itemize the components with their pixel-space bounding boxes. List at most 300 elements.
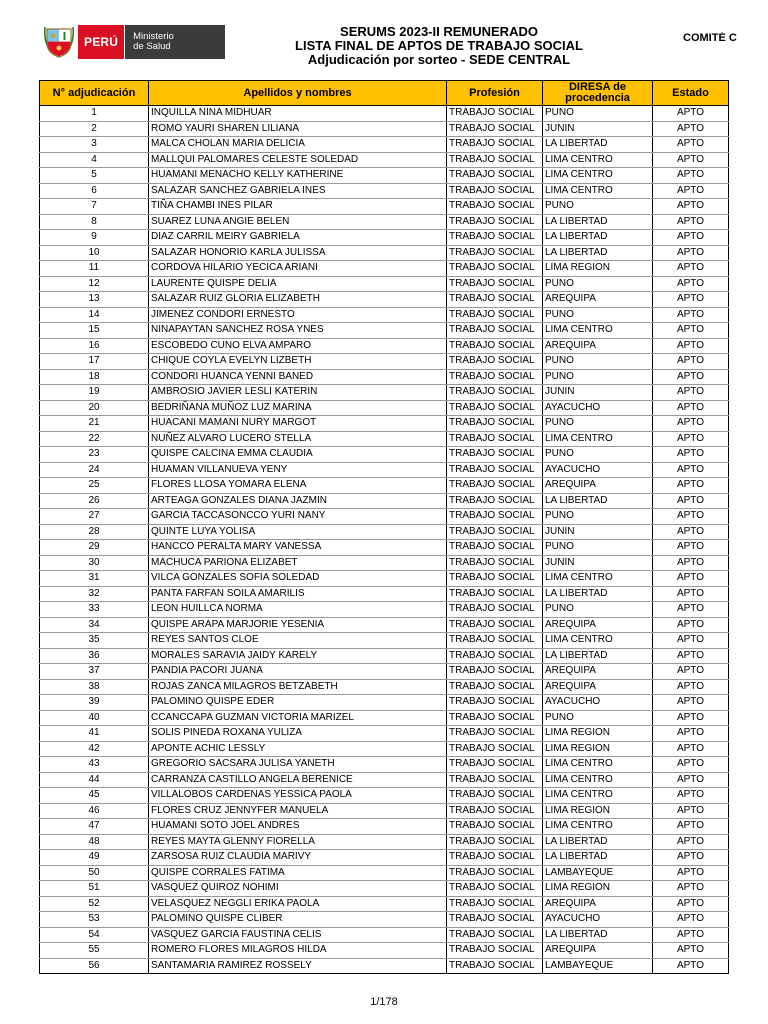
cell-profesion: TRABAJO SOCIAL bbox=[447, 741, 543, 757]
table-row bbox=[40, 338, 729, 354]
cell-nombres: QUISPE CALCINA EMMA CLAUDIA bbox=[149, 447, 447, 463]
table-row bbox=[40, 385, 729, 401]
cell-diresa: JUNIN bbox=[543, 121, 653, 137]
table-row bbox=[40, 912, 729, 928]
cell-nombres: FLORES LLOSA YOMARA ELENA bbox=[149, 478, 447, 494]
cell-nombres: INQUILLA NINA MIDHUAR bbox=[149, 106, 447, 122]
header-corner-label: COMITÉ C bbox=[683, 32, 737, 44]
table-row bbox=[40, 462, 729, 478]
cell-nombres: PANTA FARFAN SOILA AMARILIS bbox=[149, 586, 447, 602]
cell-nombres: PALOMINO QUISPE CLIBER bbox=[149, 912, 447, 928]
peru-coat-of-arms-icon bbox=[44, 25, 74, 59]
cell-estado: APTO bbox=[653, 726, 729, 742]
cell-diresa: LIMA CENTRO bbox=[543, 788, 653, 804]
cell-adjudicacion: 47 bbox=[40, 819, 149, 835]
cell-profesion: TRABAJO SOCIAL bbox=[447, 493, 543, 509]
cell-nombres: REYES SANTOS CLOE bbox=[149, 633, 447, 649]
cell-estado: APTO bbox=[653, 602, 729, 618]
aptos-table bbox=[39, 80, 729, 974]
cell-adjudicacion: 39 bbox=[40, 695, 149, 711]
cell-profesion: TRABAJO SOCIAL bbox=[447, 586, 543, 602]
table-row bbox=[40, 943, 729, 959]
cell-nombres: APONTE ACHIC LESSLY bbox=[149, 741, 447, 757]
cell-adjudicacion: 25 bbox=[40, 478, 149, 494]
cell-diresa: LA LIBERTAD bbox=[543, 850, 653, 866]
cell-diresa: LIMA REGION bbox=[543, 803, 653, 819]
cell-estado: APTO bbox=[653, 865, 729, 881]
cell-adjudicacion: 41 bbox=[40, 726, 149, 742]
cell-adjudicacion: 49 bbox=[40, 850, 149, 866]
cell-nombres: ZARSOSA RUIZ CLAUDIA MARIVY bbox=[149, 850, 447, 866]
cell-profesion: TRABAJO SOCIAL bbox=[447, 834, 543, 850]
table-body bbox=[40, 106, 729, 974]
cell-adjudicacion: 35 bbox=[40, 633, 149, 649]
cell-nombres: CONDORI HUANCA YENNI BANED bbox=[149, 369, 447, 385]
cell-diresa: PUNO bbox=[543, 276, 653, 292]
cell-adjudicacion: 36 bbox=[40, 648, 149, 664]
table-row bbox=[40, 493, 729, 509]
cell-estado: APTO bbox=[653, 679, 729, 695]
cell-nombres: ROMO YAURI SHAREN LILIANA bbox=[149, 121, 447, 137]
cell-profesion: TRABAJO SOCIAL bbox=[447, 354, 543, 370]
cell-profesion: TRABAJO SOCIAL bbox=[447, 199, 543, 215]
cell-estado: APTO bbox=[653, 214, 729, 230]
cell-diresa: PUNO bbox=[543, 354, 653, 370]
cell-diresa: LIMA CENTRO bbox=[543, 633, 653, 649]
cell-estado: APTO bbox=[653, 741, 729, 757]
cell-profesion: TRABAJO SOCIAL bbox=[447, 121, 543, 137]
cell-profesion: TRABAJO SOCIAL bbox=[447, 183, 543, 199]
cell-adjudicacion: 54 bbox=[40, 927, 149, 943]
table-row bbox=[40, 586, 729, 602]
table-row bbox=[40, 106, 729, 122]
cell-profesion: TRABAJO SOCIAL bbox=[447, 400, 543, 416]
cell-estado: APTO bbox=[653, 106, 729, 122]
cell-profesion: TRABAJO SOCIAL bbox=[447, 958, 543, 974]
cell-profesion: TRABAJO SOCIAL bbox=[447, 633, 543, 649]
cell-estado: APTO bbox=[653, 276, 729, 292]
cell-estado: APTO bbox=[653, 943, 729, 959]
cell-estado: APTO bbox=[653, 633, 729, 649]
table-row bbox=[40, 369, 729, 385]
cell-estado: APTO bbox=[653, 927, 729, 943]
cell-profesion: TRABAJO SOCIAL bbox=[447, 369, 543, 385]
cell-nombres: HUAMANI MENACHO KELLY KATHERINE bbox=[149, 168, 447, 184]
cell-nombres: GREGORIO SACSARA JULISA YANETH bbox=[149, 757, 447, 773]
cell-diresa: AREQUIPA bbox=[543, 338, 653, 354]
cell-estado: APTO bbox=[653, 168, 729, 184]
cell-estado: APTO bbox=[653, 183, 729, 199]
cell-nombres: JIMENEZ CONDORI ERNESTO bbox=[149, 307, 447, 323]
cell-profesion: TRABAJO SOCIAL bbox=[447, 245, 543, 261]
cell-estado: APTO bbox=[653, 354, 729, 370]
table-row bbox=[40, 214, 729, 230]
cell-adjudicacion: 21 bbox=[40, 416, 149, 432]
cell-estado: APTO bbox=[653, 509, 729, 525]
cell-profesion: TRABAJO SOCIAL bbox=[447, 323, 543, 339]
table-row bbox=[40, 633, 729, 649]
cell-profesion: TRABAJO SOCIAL bbox=[447, 881, 543, 897]
cell-adjudicacion: 8 bbox=[40, 214, 149, 230]
cell-profesion: TRABAJO SOCIAL bbox=[447, 385, 543, 401]
cell-diresa: PUNO bbox=[543, 602, 653, 618]
cell-nombres: GARCIA TACCASONCCO YURI NANY bbox=[149, 509, 447, 525]
cell-estado: APTO bbox=[653, 369, 729, 385]
cell-estado: APTO bbox=[653, 400, 729, 416]
cell-profesion: TRABAJO SOCIAL bbox=[447, 850, 543, 866]
cell-profesion: TRABAJO SOCIAL bbox=[447, 168, 543, 184]
cell-nombres: MALLQUI PALOMARES CELESTE SOLEDAD bbox=[149, 152, 447, 168]
table-row bbox=[40, 927, 729, 943]
cell-adjudicacion: 38 bbox=[40, 679, 149, 695]
table-row bbox=[40, 958, 729, 974]
cell-adjudicacion: 43 bbox=[40, 757, 149, 773]
cell-nombres: CORDOVA HILARIO YECICA ARIANI bbox=[149, 261, 447, 277]
cell-nombres: SUAREZ LUNA ANGIE BELEN bbox=[149, 214, 447, 230]
cell-adjudicacion: 22 bbox=[40, 431, 149, 447]
cell-nombres: AMBROSIO JAVIER LESLI KATERIN bbox=[149, 385, 447, 401]
cell-diresa: LIMA REGION bbox=[543, 726, 653, 742]
cell-estado: APTO bbox=[653, 478, 729, 494]
cell-adjudicacion: 13 bbox=[40, 292, 149, 308]
cell-adjudicacion: 24 bbox=[40, 462, 149, 478]
table-row bbox=[40, 323, 729, 339]
cell-nombres: SANTAMARIA RAMIREZ ROSSELY bbox=[149, 958, 447, 974]
cell-diresa: LIMA CENTRO bbox=[543, 819, 653, 835]
cell-profesion: TRABAJO SOCIAL bbox=[447, 524, 543, 540]
cell-diresa: AYACUCHO bbox=[543, 695, 653, 711]
cell-adjudicacion: 50 bbox=[40, 865, 149, 881]
cell-estado: APTO bbox=[653, 230, 729, 246]
table-row bbox=[40, 726, 729, 742]
cell-adjudicacion: 9 bbox=[40, 230, 149, 246]
cell-adjudicacion: 19 bbox=[40, 385, 149, 401]
cell-nombres: SALAZAR RUIZ GLORIA ELIZABETH bbox=[149, 292, 447, 308]
cell-estado: APTO bbox=[653, 881, 729, 897]
cell-estado: APTO bbox=[653, 524, 729, 540]
cell-estado: APTO bbox=[653, 664, 729, 680]
cell-profesion: TRABAJO SOCIAL bbox=[447, 695, 543, 711]
cell-adjudicacion: 48 bbox=[40, 834, 149, 850]
cell-diresa: LA LIBERTAD bbox=[543, 137, 653, 153]
cell-adjudicacion: 44 bbox=[40, 772, 149, 788]
cell-diresa: LIMA REGION bbox=[543, 881, 653, 897]
cell-adjudicacion: 23 bbox=[40, 447, 149, 463]
column-header-profesion: Profesión bbox=[447, 81, 543, 106]
table-row bbox=[40, 183, 729, 199]
cell-nombres: REYES MAYTA GLENNY FIORELLA bbox=[149, 834, 447, 850]
table-row bbox=[40, 245, 729, 261]
cell-profesion: TRABAJO SOCIAL bbox=[447, 896, 543, 912]
cell-estado: APTO bbox=[653, 958, 729, 974]
table-row bbox=[40, 555, 729, 571]
cell-estado: APTO bbox=[653, 199, 729, 215]
cell-estado: APTO bbox=[653, 540, 729, 556]
cell-nombres: NINAPAYTAN SANCHEZ ROSA YNES bbox=[149, 323, 447, 339]
cell-diresa: LA LIBERTAD bbox=[543, 648, 653, 664]
cell-estado: APTO bbox=[653, 912, 729, 928]
cell-estado: APTO bbox=[653, 245, 729, 261]
cell-diresa: PUNO bbox=[543, 199, 653, 215]
cell-diresa: LIMA CENTRO bbox=[543, 757, 653, 773]
cell-adjudicacion: 53 bbox=[40, 912, 149, 928]
cell-profesion: TRABAJO SOCIAL bbox=[447, 679, 543, 695]
table-row bbox=[40, 710, 729, 726]
column-header-estado: Estado bbox=[653, 81, 729, 106]
cell-nombres: CHIQUE COYLA EVELYN LIZBETH bbox=[149, 354, 447, 370]
table-row bbox=[40, 772, 729, 788]
table-row bbox=[40, 850, 729, 866]
cell-estado: APTO bbox=[653, 152, 729, 168]
cell-estado: APTO bbox=[653, 586, 729, 602]
cell-nombres: DIAZ CARRIL MEIRY GABRIELA bbox=[149, 230, 447, 246]
table-row bbox=[40, 416, 729, 432]
column-header-adjudicacion: N° adjudicación bbox=[40, 81, 149, 106]
cell-estado: APTO bbox=[653, 757, 729, 773]
cell-adjudicacion: 6 bbox=[40, 183, 149, 199]
cell-estado: APTO bbox=[653, 648, 729, 664]
cell-nombres: VASQUEZ QUIROZ NOHIMI bbox=[149, 881, 447, 897]
table-header-row bbox=[40, 81, 729, 106]
cell-diresa: LAMBAYEQUE bbox=[543, 958, 653, 974]
cell-diresa: AYACUCHO bbox=[543, 462, 653, 478]
cell-profesion: TRABAJO SOCIAL bbox=[447, 230, 543, 246]
cell-estado: APTO bbox=[653, 710, 729, 726]
cell-diresa: LA LIBERTAD bbox=[543, 214, 653, 230]
table-row bbox=[40, 679, 729, 695]
cell-estado: APTO bbox=[653, 803, 729, 819]
cell-adjudicacion: 10 bbox=[40, 245, 149, 261]
cell-estado: APTO bbox=[653, 416, 729, 432]
cell-estado: APTO bbox=[653, 323, 729, 339]
cell-nombres: VILCA GONZALES SOFIA SOLEDAD bbox=[149, 571, 447, 587]
cell-diresa: AREQUIPA bbox=[543, 478, 653, 494]
cell-profesion: TRABAJO SOCIAL bbox=[447, 726, 543, 742]
cell-nombres: BEDRIÑANA MUÑOZ LUZ MARINA bbox=[149, 400, 447, 416]
table-row bbox=[40, 664, 729, 680]
cell-adjudicacion: 29 bbox=[40, 540, 149, 556]
cell-diresa: AREQUIPA bbox=[543, 943, 653, 959]
cell-estado: APTO bbox=[653, 431, 729, 447]
cell-adjudicacion: 31 bbox=[40, 571, 149, 587]
cell-nombres: VASQUEZ GARCIA FAUSTINA CELIS bbox=[149, 927, 447, 943]
cell-profesion: TRABAJO SOCIAL bbox=[447, 106, 543, 122]
cell-diresa: LIMA CENTRO bbox=[543, 772, 653, 788]
cell-profesion: TRABAJO SOCIAL bbox=[447, 292, 543, 308]
cell-diresa: JUNIN bbox=[543, 385, 653, 401]
cell-nombres: SALAZAR SANCHEZ GABRIELA INES bbox=[149, 183, 447, 199]
cell-adjudicacion: 45 bbox=[40, 788, 149, 804]
cell-diresa: LIMA REGION bbox=[543, 741, 653, 757]
cell-estado: APTO bbox=[653, 695, 729, 711]
table-row bbox=[40, 741, 729, 757]
cell-estado: APTO bbox=[653, 447, 729, 463]
cell-diresa: LIMA CENTRO bbox=[543, 152, 653, 168]
table-row bbox=[40, 524, 729, 540]
cell-profesion: TRABAJO SOCIAL bbox=[447, 431, 543, 447]
cell-profesion: TRABAJO SOCIAL bbox=[447, 865, 543, 881]
cell-nombres: PALOMINO QUISPE EDER bbox=[149, 695, 447, 711]
table-row bbox=[40, 788, 729, 804]
cell-diresa: LIMA CENTRO bbox=[543, 183, 653, 199]
cell-profesion: TRABAJO SOCIAL bbox=[447, 788, 543, 804]
cell-profesion: TRABAJO SOCIAL bbox=[447, 571, 543, 587]
cell-adjudicacion: 56 bbox=[40, 958, 149, 974]
table-row bbox=[40, 400, 729, 416]
document-header bbox=[200, 25, 678, 67]
cell-estado: APTO bbox=[653, 493, 729, 509]
table-row bbox=[40, 199, 729, 215]
cell-adjudicacion: 3 bbox=[40, 137, 149, 153]
cell-diresa: LA LIBERTAD bbox=[543, 927, 653, 943]
cell-estado: APTO bbox=[653, 772, 729, 788]
cell-adjudicacion: 15 bbox=[40, 323, 149, 339]
document-subtitle: LISTA FINAL DE APTOS DE TRABAJO SOCIAL bbox=[295, 38, 583, 53]
table-row bbox=[40, 865, 729, 881]
cell-diresa: LAMBAYEQUE bbox=[543, 865, 653, 881]
cell-nombres: ARTEAGA GONZALES DIANA JAZMIN bbox=[149, 493, 447, 509]
column-header-nombres: Apellidos y nombres bbox=[149, 81, 447, 106]
cell-adjudicacion: 37 bbox=[40, 664, 149, 680]
cell-nombres: MACHUCA PARIONA ELIZABET bbox=[149, 555, 447, 571]
cell-profesion: TRABAJO SOCIAL bbox=[447, 943, 543, 959]
cell-adjudicacion: 5 bbox=[40, 168, 149, 184]
cell-nombres: HUAMAN VILLANUEVA YENY bbox=[149, 462, 447, 478]
cell-estado: APTO bbox=[653, 555, 729, 571]
cell-profesion: TRABAJO SOCIAL bbox=[447, 261, 543, 277]
table-row bbox=[40, 834, 729, 850]
cell-profesion: TRABAJO SOCIAL bbox=[447, 927, 543, 943]
cell-profesion: TRABAJO SOCIAL bbox=[447, 338, 543, 354]
cell-adjudicacion: 12 bbox=[40, 276, 149, 292]
cell-diresa: PUNO bbox=[543, 369, 653, 385]
cell-adjudicacion: 11 bbox=[40, 261, 149, 277]
cell-diresa: LA LIBERTAD bbox=[543, 834, 653, 850]
cell-estado: APTO bbox=[653, 850, 729, 866]
cell-nombres: VILLALOBOS CARDENAS YESSICA PAOLA bbox=[149, 788, 447, 804]
cell-adjudicacion: 52 bbox=[40, 896, 149, 912]
table-row bbox=[40, 881, 729, 897]
cell-diresa: AREQUIPA bbox=[543, 292, 653, 308]
cell-adjudicacion: 34 bbox=[40, 617, 149, 633]
cell-estado: APTO bbox=[653, 571, 729, 587]
cell-adjudicacion: 26 bbox=[40, 493, 149, 509]
cell-profesion: TRABAJO SOCIAL bbox=[447, 819, 543, 835]
cell-nombres: SALAZAR HONORIO KARLA JULISSA bbox=[149, 245, 447, 261]
cell-profesion: TRABAJO SOCIAL bbox=[447, 710, 543, 726]
table-row bbox=[40, 819, 729, 835]
cell-diresa: AREQUIPA bbox=[543, 617, 653, 633]
cell-adjudicacion: 33 bbox=[40, 602, 149, 618]
cell-nombres: QUINTE LUYA YOLISA bbox=[149, 524, 447, 540]
cell-diresa: LA LIBERTAD bbox=[543, 586, 653, 602]
table-row bbox=[40, 648, 729, 664]
cell-nombres: MORALES SARAVIA JAIDY KARELY bbox=[149, 648, 447, 664]
cell-estado: APTO bbox=[653, 338, 729, 354]
cell-nombres: CARRANZA CASTILLO ANGELA BERENICE bbox=[149, 772, 447, 788]
cell-nombres: LAURENTE QUISPE DELIA bbox=[149, 276, 447, 292]
cell-adjudicacion: 7 bbox=[40, 199, 149, 215]
cell-diresa: PUNO bbox=[543, 416, 653, 432]
cell-profesion: TRABAJO SOCIAL bbox=[447, 602, 543, 618]
cell-diresa: PUNO bbox=[543, 710, 653, 726]
cell-adjudicacion: 20 bbox=[40, 400, 149, 416]
cell-diresa: LA LIBERTAD bbox=[543, 493, 653, 509]
cell-adjudicacion: 27 bbox=[40, 509, 149, 525]
cell-estado: APTO bbox=[653, 896, 729, 912]
cell-diresa: AYACUCHO bbox=[543, 400, 653, 416]
table-row bbox=[40, 695, 729, 711]
cell-profesion: TRABAJO SOCIAL bbox=[447, 152, 543, 168]
cell-profesion: TRABAJO SOCIAL bbox=[447, 540, 543, 556]
cell-diresa: LIMA CENTRO bbox=[543, 431, 653, 447]
cell-estado: APTO bbox=[653, 307, 729, 323]
cell-profesion: TRABAJO SOCIAL bbox=[447, 447, 543, 463]
cell-estado: APTO bbox=[653, 385, 729, 401]
table-row bbox=[40, 478, 729, 494]
cell-diresa: PUNO bbox=[543, 447, 653, 463]
table-row bbox=[40, 509, 729, 525]
cell-estado: APTO bbox=[653, 834, 729, 850]
cell-profesion: TRABAJO SOCIAL bbox=[447, 462, 543, 478]
table-row bbox=[40, 571, 729, 587]
cell-adjudicacion: 18 bbox=[40, 369, 149, 385]
minsa-logo bbox=[44, 25, 225, 59]
cell-diresa: AREQUIPA bbox=[543, 679, 653, 695]
cell-diresa: LIMA CENTRO bbox=[543, 571, 653, 587]
table-row bbox=[40, 431, 729, 447]
cell-diresa: AREQUIPA bbox=[543, 664, 653, 680]
cell-profesion: TRABAJO SOCIAL bbox=[447, 772, 543, 788]
cell-nombres: HUACANI MAMANI NURY MARGOT bbox=[149, 416, 447, 432]
cell-nombres: ROJAS ZANCA MILAGROS BETZABETH bbox=[149, 679, 447, 695]
cell-diresa: LIMA CENTRO bbox=[543, 323, 653, 339]
cell-nombres: LEON HUILLCA NORMA bbox=[149, 602, 447, 618]
cell-profesion: TRABAJO SOCIAL bbox=[447, 617, 543, 633]
cell-diresa: PUNO bbox=[543, 509, 653, 525]
table-row bbox=[40, 540, 729, 556]
table-row bbox=[40, 152, 729, 168]
cell-nombres: SOLIS PINEDA ROXANA YULIZA bbox=[149, 726, 447, 742]
cell-diresa: PUNO bbox=[543, 540, 653, 556]
cell-adjudicacion: 55 bbox=[40, 943, 149, 959]
table-row bbox=[40, 230, 729, 246]
table-row bbox=[40, 292, 729, 308]
cell-adjudicacion: 16 bbox=[40, 338, 149, 354]
cell-profesion: TRABAJO SOCIAL bbox=[447, 648, 543, 664]
cell-profesion: TRABAJO SOCIAL bbox=[447, 912, 543, 928]
cell-nombres: HANCCO PERALTA MARY VANESSA bbox=[149, 540, 447, 556]
cell-diresa: LIMA REGION bbox=[543, 261, 653, 277]
cell-diresa: LIMA CENTRO bbox=[543, 168, 653, 184]
cell-nombres: HUAMANI SOTO JOEL ANDRES bbox=[149, 819, 447, 835]
cell-adjudicacion: 42 bbox=[40, 741, 149, 757]
cell-adjudicacion: 28 bbox=[40, 524, 149, 540]
cell-adjudicacion: 1 bbox=[40, 106, 149, 122]
cell-profesion: TRABAJO SOCIAL bbox=[447, 478, 543, 494]
cell-nombres: NUÑEZ ALVARO LUCERO STELLA bbox=[149, 431, 447, 447]
cell-profesion: TRABAJO SOCIAL bbox=[447, 555, 543, 571]
cell-profesion: TRABAJO SOCIAL bbox=[447, 137, 543, 153]
cell-adjudicacion: 40 bbox=[40, 710, 149, 726]
cell-nombres: PANDIA PACORI JUANA bbox=[149, 664, 447, 680]
table-row bbox=[40, 354, 729, 370]
table-row bbox=[40, 168, 729, 184]
cell-adjudicacion: 4 bbox=[40, 152, 149, 168]
table-row bbox=[40, 602, 729, 618]
cell-profesion: TRABAJO SOCIAL bbox=[447, 509, 543, 525]
cell-nombres: ROMERO FLORES MILAGROS HILDA bbox=[149, 943, 447, 959]
